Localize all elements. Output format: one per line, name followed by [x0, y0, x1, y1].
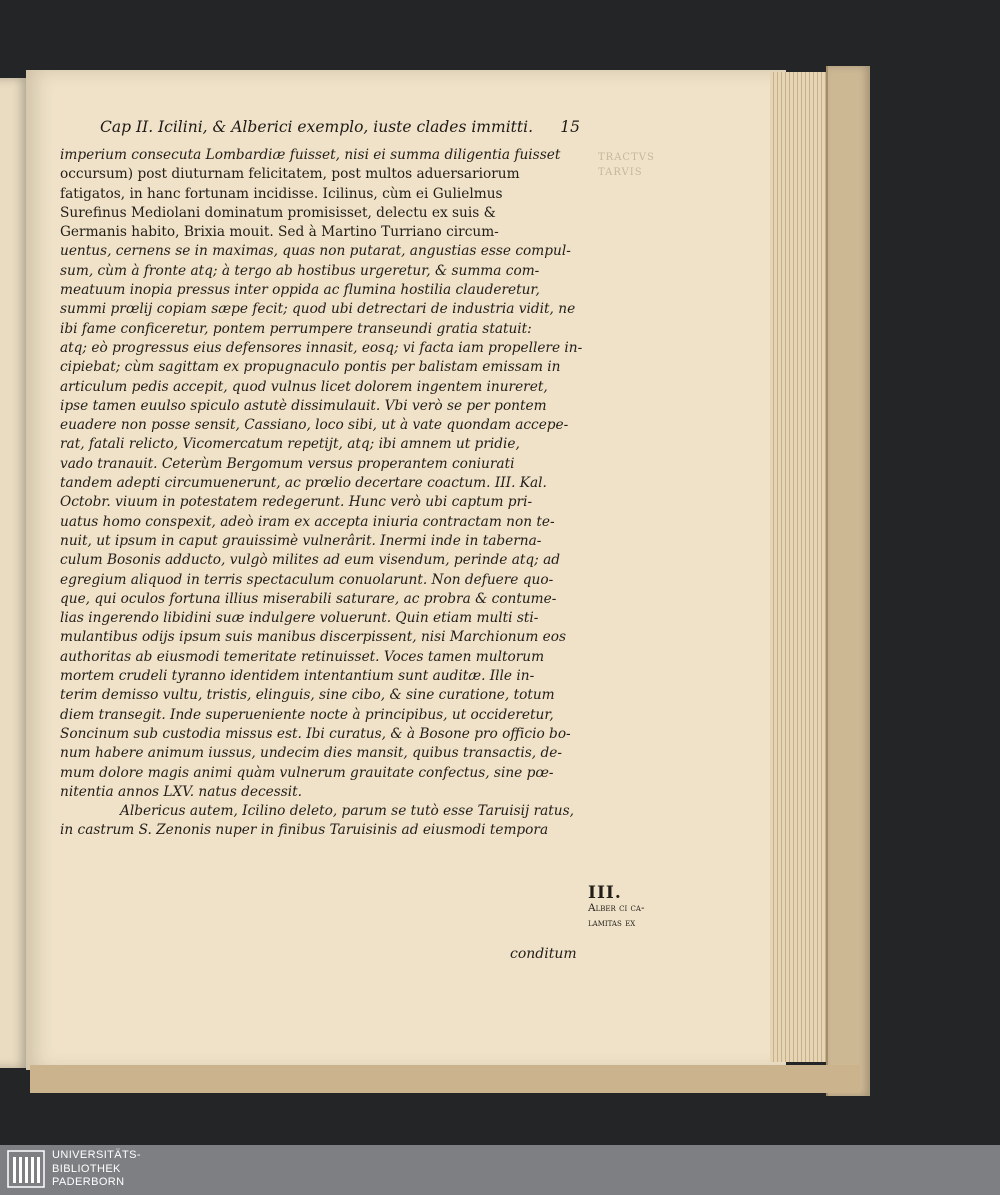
text-line: mum dolore magis animi quàm vulnerum grauitate confectus, sine pœ-	[60, 764, 554, 781]
text-line: in castrum S. Zenonis nuper in finibus Taruisinis ad eiusmodi tempora	[60, 822, 549, 839]
body-text	[60, 146, 583, 841]
text-line: diem transegit. Inde superueniente nocte à principibus, ut occideretur,	[60, 706, 554, 723]
logo-line: BIBLIOTHEK	[52, 1162, 121, 1175]
text-line: uentus, cernens se in maximas, quas non putarat, angustias esse compul-	[60, 243, 571, 260]
marginal-line: lamitas ex	[588, 917, 636, 929]
text-line: euadere non posse sensit, Cassiano, loco sibi, ut à vate quondam accepe-	[60, 417, 569, 434]
text-line: lias ingerendo libidini suæ indulgere voluerunt. Quin etiam multi sti-	[60, 610, 539, 627]
text-line: occursum) post diuturnam felicitatem, post multos aduersariorum	[60, 166, 520, 183]
library-footer	[0, 1145, 1000, 1195]
logo-line: PADERBORN	[52, 1176, 125, 1188]
page-edges	[770, 72, 832, 1062]
text-line: vado tranauit. Ceterùm Bergomum versus properantem coniurati	[60, 455, 515, 472]
text-line: nitentia annos LXV. natus decessit.	[60, 783, 303, 800]
text-line: mortem crudeli tyranno identidem intentantium sunt auditæ. Ille in-	[60, 668, 535, 685]
text-line: Soncinum sub custodia missus est. Ibi curatus, & à Bosone pro officio bo-	[60, 725, 571, 742]
text-line: que, qui oculos fortuna illius miserabili saturare, ac probra & contume-	[60, 590, 557, 607]
text-line: atq; eò progressus eius defensores innasit, eosq; vi facta iam propellere in-	[60, 339, 583, 356]
text-line: ipse tamen euulso spiculo astutè dissimulauit. Vbi verò se per pontem	[60, 397, 547, 414]
text-line: imperium consecuta Lombardiæ fuisset, nisi ei summa diligentia fuisset	[60, 147, 561, 163]
text-line: Germanis habito, Brixia mouit. Sed à Martino Turriano circum-	[60, 224, 499, 241]
book-cover	[826, 66, 870, 1096]
text-line: mulantibus odijs ipsum suis manibus discerpissent, nisi Marchionum eos	[60, 629, 567, 646]
text-line: Surefinus Mediolani dominatum promisisset, delectu ex suis &	[60, 204, 496, 221]
marginal-number: III.	[588, 883, 622, 903]
text-line: terim demisso vultu, tristis, elinguis, sine cibo, & sine curatione, totum	[60, 687, 555, 704]
text-line: nuit, ut ipsum in caput grauissimè vulnerârit. Inermi inde in taberna-	[60, 532, 542, 549]
text-line: summi prœlij copiam sæpe fecit; quod ubi detrectari de industria vidit, ne	[60, 301, 576, 318]
text-line: fatigatos, in hanc fortunam incidisse. Icilinus, cùm ei Gulielmus	[60, 185, 503, 202]
text-line: Albericus autem, Icilino deleto, parum se tutò esse Taruisij ratus,	[120, 803, 574, 820]
text-line: articulum pedis accepit, quod vulnus licet dolorem ingentem inureret,	[60, 378, 548, 395]
text-line: Octobr. viuum in potestatem redegerunt. Hunc verò ubi captum pri-	[60, 494, 533, 511]
running-head	[100, 118, 580, 136]
library-logo-icon	[6, 1149, 46, 1189]
book-cover-bottom	[30, 1065, 860, 1093]
text-line: sum, cùm à fronte atq; à tergo ab hostibus urgeretur, & summa com-	[60, 262, 540, 279]
text-line: cipiebat; cùm sagittam ex propugnaculo pontis per balistam emissam in	[60, 359, 561, 376]
text-line: meatuum inopia pressus inter oppida ac flumina hostilia clauderetur,	[60, 282, 540, 299]
text-line: uatus homo conspexit, adeò iram ex accepta iniuria contractam non te-	[60, 513, 555, 530]
text-line: culum Bosonis adducto, vulgò milites ad eum visendum, perinde atq; ad	[60, 552, 561, 569]
running-head-text: Cap II. Icilini, & Alberici exemplo, iuste clades immitti.	[100, 118, 534, 136]
text-line: rat, fatali relicto, Vicomercatum repetijt, atq; ibi amnem ut pridie,	[60, 436, 520, 453]
text-line: ibi fame conficeretur, pontem perrumpere transeundi gratia statuit:	[60, 320, 532, 337]
text-line: egregium aliquod in terris spectaculum conuolarunt. Non defuere quo-	[60, 571, 554, 588]
marginal-line: Alber ci ca-	[588, 902, 645, 914]
folio-number: 15	[560, 118, 580, 136]
library-logo-text	[52, 1149, 141, 1190]
bleed-through-text	[598, 150, 655, 180]
bleed-line: TRACTVS	[598, 152, 655, 163]
left-page-edge	[0, 78, 29, 1068]
catchword: conditum	[510, 946, 577, 962]
text-line: authoritas ab eiusmodi temeritate retinuisset. Voces tamen multorum	[60, 648, 545, 665]
marginal-note	[588, 883, 645, 931]
text-line: num habere animum iussus, undecim dies mansit, quibus transactis, de-	[60, 745, 562, 762]
bleed-line: TARVIS	[598, 167, 643, 178]
logo-line: UNIVERSITÄTS-	[52, 1149, 141, 1161]
text-line: tandem adepti circumuenerunt, ac prœlio decertare coactum. III. Kal.	[60, 475, 547, 492]
